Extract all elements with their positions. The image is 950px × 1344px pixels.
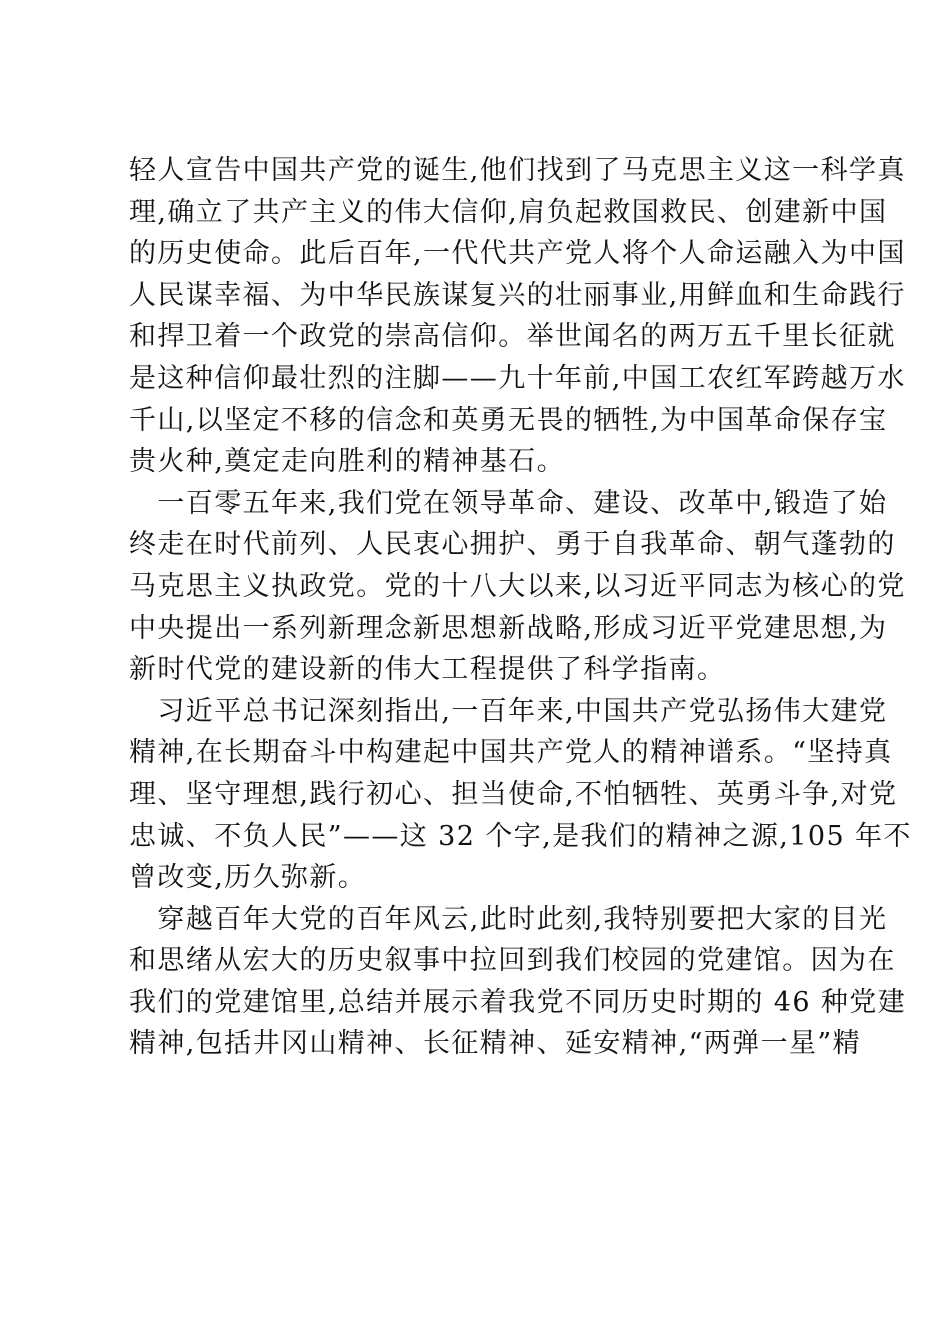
paragraph-4	[129, 899, 907, 1065]
text-line: 忠诚、不负人民”——这 32 个字,是我们的精神之源,105 年不	[129, 820, 912, 852]
text-line: 新时代党的建设新的伟大工程提供了科学指南。	[129, 654, 726, 686]
text-line: 理、坚守理想,践行初心、担当使命,不怕牺牲、英勇斗争,对党	[129, 778, 898, 810]
text-line: 穿越百年大党的百年风云,此时此刻,我特别要把大家的目光	[129, 903, 888, 935]
paragraph-2	[129, 483, 906, 691]
text-line: 贵火种,奠定走向胜利的精神基石。	[129, 446, 565, 478]
body-text	[129, 150, 912, 1065]
paragraph-3	[129, 691, 912, 899]
text-line: 精神,包括井冈山精神、长征精神、延安精神,“两弹一星”精	[129, 1028, 861, 1060]
text-line: 轻人宣告中国共产党的诞生,他们找到了马克思主义这一科学真	[129, 155, 906, 186]
text-line: 曾改变,历久弥新。	[129, 862, 367, 894]
text-line: 人民谋幸福、为中华民族谋复兴的壮丽事业,用鲜血和生命践行	[129, 279, 906, 311]
text-line: 一百零五年来,我们党在领导革命、建设、改革中,锻造了始	[129, 487, 888, 519]
text-line: 的历史使命。此后百年,一代代共产党人将个人命运融入为中国	[129, 238, 906, 270]
text-line: 终走在时代前列、人民衷心拥护、勇于自我革命、朝气蓬勃的	[129, 529, 896, 561]
text-line: 我们的党建馆里,总结并展示着我党不同历史时期的 46 种党建	[129, 986, 907, 1018]
text-line: 中央提出一系列新理念新思想新战略,形成习近平党建思想,为	[129, 612, 888, 644]
text-line: 理,确立了共产主义的伟大信仰,肩负起救国救民、创建新中国	[129, 196, 888, 228]
text-line: 马克思主义执政党。党的十八大以来,以习近平同志为核心的党	[129, 570, 906, 602]
text-line: 是这种信仰最壮烈的注脚——九十年前,中国工农红军跨越万水	[129, 362, 906, 394]
text-line: 精神,在长期奋斗中构建起中国共产党人的精神谱系。“坚持真	[129, 737, 893, 769]
text-line: 和捍卫着一个政党的崇高信仰。举世闻名的两万五千里长征就	[129, 321, 896, 353]
text-line: 千山,以坚定不移的信念和英勇无畏的牺牲,为中国革命保存宝	[129, 404, 888, 436]
text-line: 和思绪从宏大的历史叙事中拉回到我们校园的党建馆。因为在	[129, 945, 896, 977]
paragraph-1	[129, 150, 906, 483]
text-line: 习近平总书记深刻指出,一百年来,中国共产党弘扬伟大建党	[129, 695, 888, 727]
